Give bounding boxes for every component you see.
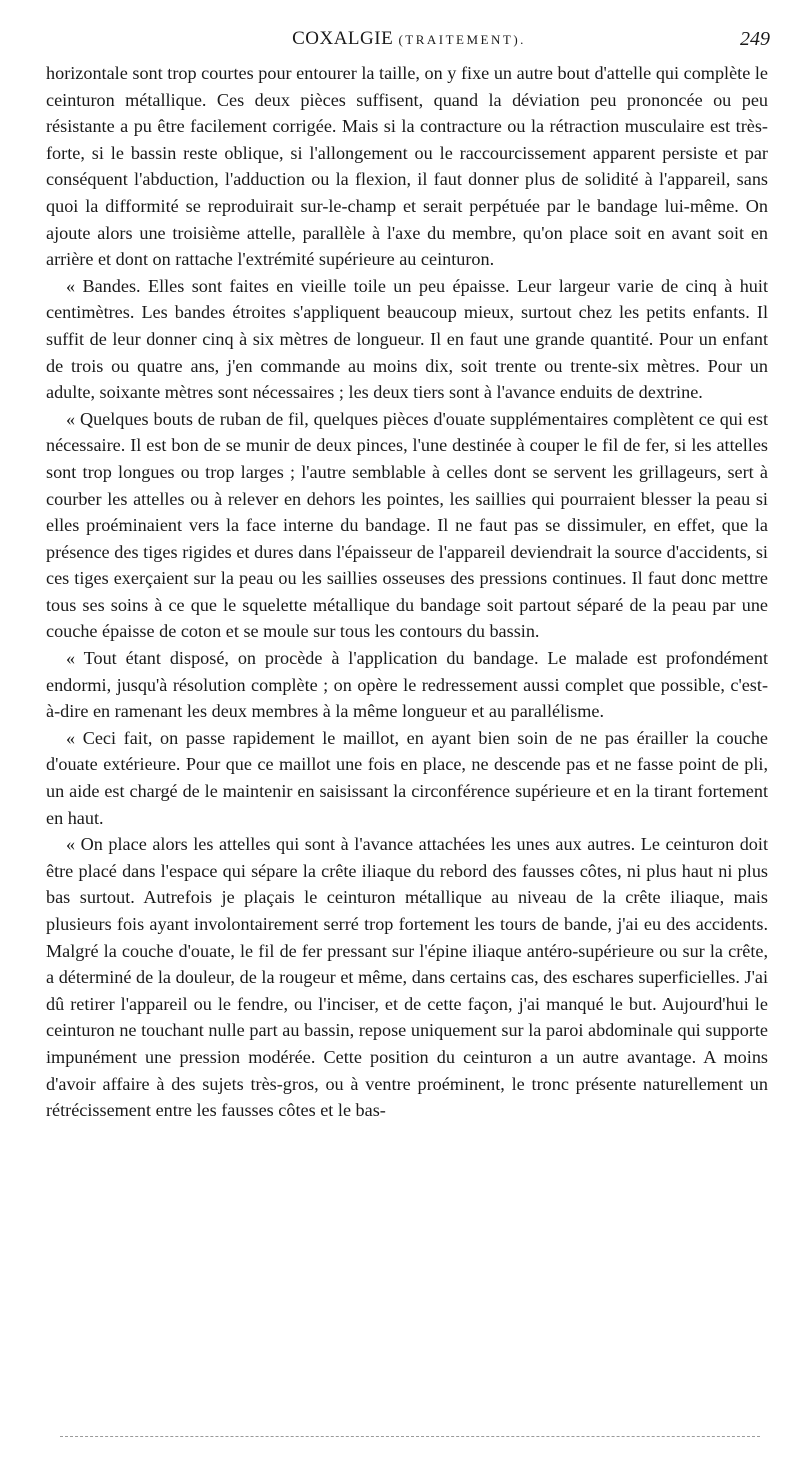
paragraph-continued: horizontale sont trop courtes pour entourer la taille, on y fixe un autre bout d'attelle qui complète le ceinturon métallique. Ces deux pièces suffisent, quand la déviation peu prononcée ou peu résistante a pu être facilement corrigée. Mais si la contracture ou la rétraction musculaire est très-forte, si le bassin reste oblique, si l'allongement ou le raccourcissement apparent persiste et par conséquent l'abduction, l'adduction ou la flexion, il faut donner plus de solidité à l'appareil, sans quoi la difformité se reproduirait sur-le-champ et serait perpétuée par le bandage lui-même. On ajoute alors une troisième attelle, parallèle à l'axe du membre, qu'on place soit en avant soit en arrière et dont on rattache l'extrémité supérieure au ceinturon. xyxy=(46,63,768,270)
chapter-subtitle: (TRAITEMENT). xyxy=(398,32,526,47)
paragraph-application: « Tout étant disposé, on procède à l'application du bandage. Le malade est profondément endormi, jusqu'à résolution complète ; on opère le redressement aussi complet que possible, c'est-à-dire en ramenant les deux membres à la même longueur et au parallélisme. xyxy=(46,648,768,722)
body-text xyxy=(46,60,768,1124)
paragraph-ruban: « Quelques bouts de ruban de fil, quelques pièces d'ouate supplémentaires complètent ce qui est nécessaire. Il est bon de se munir de deux pinces, l'une destinée à couper le fil de fer, si les attelles sont trop longues ou trop larges ; l'autre semblable à celles dont se servent les grillageurs, sert à courber les attelles ou à relever en dehors les pointes, les saillies qui pourraient blesser la peau si elles proéminaient vers la face interne du bandage. Il ne faut pas se dissimuler, en effet, que la présence des tiges rigides et dures dans l'épaisseur de l'appareil deviendrait la source d'accidents, si ces tiges exerçaient sur la peau ou les saillies osseuses des pressions continues. Il faut donc mettre tous ses soins à ce que le squelette métallique du bandage soit partout séparé de la peau par une couche épaisse de coton et se moule sur tous les contours du bassin. xyxy=(46,408,768,642)
paragraph-maillot: « Ceci fait, on passe rapidement le maillot, en ayant bien soin de ne pas érailler la couche d'ouate extérieure. Pour que ce maillot une fois en place, ne descende pas et ne fasse point de pli, un aide est chargé de le maintenir en saisissant la circonférence supérieure et en la tirant fortement en haut. xyxy=(46,727,768,828)
running-head xyxy=(48,28,770,58)
chapter-title: COXALGIE xyxy=(292,28,394,49)
footer-rule xyxy=(60,1436,760,1437)
paragraph-bandes: « Bandes. Elles sont faites en vieille toile un peu épaisse. Leur largeur varie de cinq à huit centimètres. Les bandes étroites s'appliquent beaucoup mieux, surtout chez les petits enfants. Il suffit de leur donner cinq à six mètres de longueur. Il en faut une grande quantité. Pour un enfant de trois ou quatre ans, j'en commande au moins dix, soit trente ou trente-six mètres. Pour un adulte, soixante mètres sont nécessaires ; les deux tiers sont à l'avance enduits de dextrine. xyxy=(46,275,768,403)
paragraph-attelles: « On place alors les attelles qui sont à l'avance attachées les unes aux autres. Le ceinturon doit être placé dans l'espace qui sépare la crête iliaque du rebord des fausses côtes, ni plus haut ni plus bas surtout. Autrefois je plaçais le ceinturon métallique au niveau de la crête iliaque, mais plusieurs fois ayant involontairement serré trop fortement les tours de bande, j'ai eu des accidents. Malgré la couche d'ouate, le fil de fer pressant sur l'épine iliaque antéro-supérieure ou sur la crête, a déterminé de la douleur, de la rougeur et même, dans certains cas, des eschares superficielles. J'ai dû retirer l'appareil ou le fendre, ou l'inciser, et de cette façon, j'ai manqué le but. Aujourd'hui le ceinturon ne touchant nulle part au bassin, repose uniquement sur la paroi abdominale qui supporte impunément une pression modérée. Cette position du ceinturon a un autre avantage. A moins d'avoir affaire à des sujets très-gros, ou à ventre proéminent, le tronc présente naturellement un rétrécissement entre les fausses côtes et le bas- xyxy=(46,834,768,1121)
page-number: 249 xyxy=(740,28,770,50)
running-title xyxy=(48,28,770,50)
